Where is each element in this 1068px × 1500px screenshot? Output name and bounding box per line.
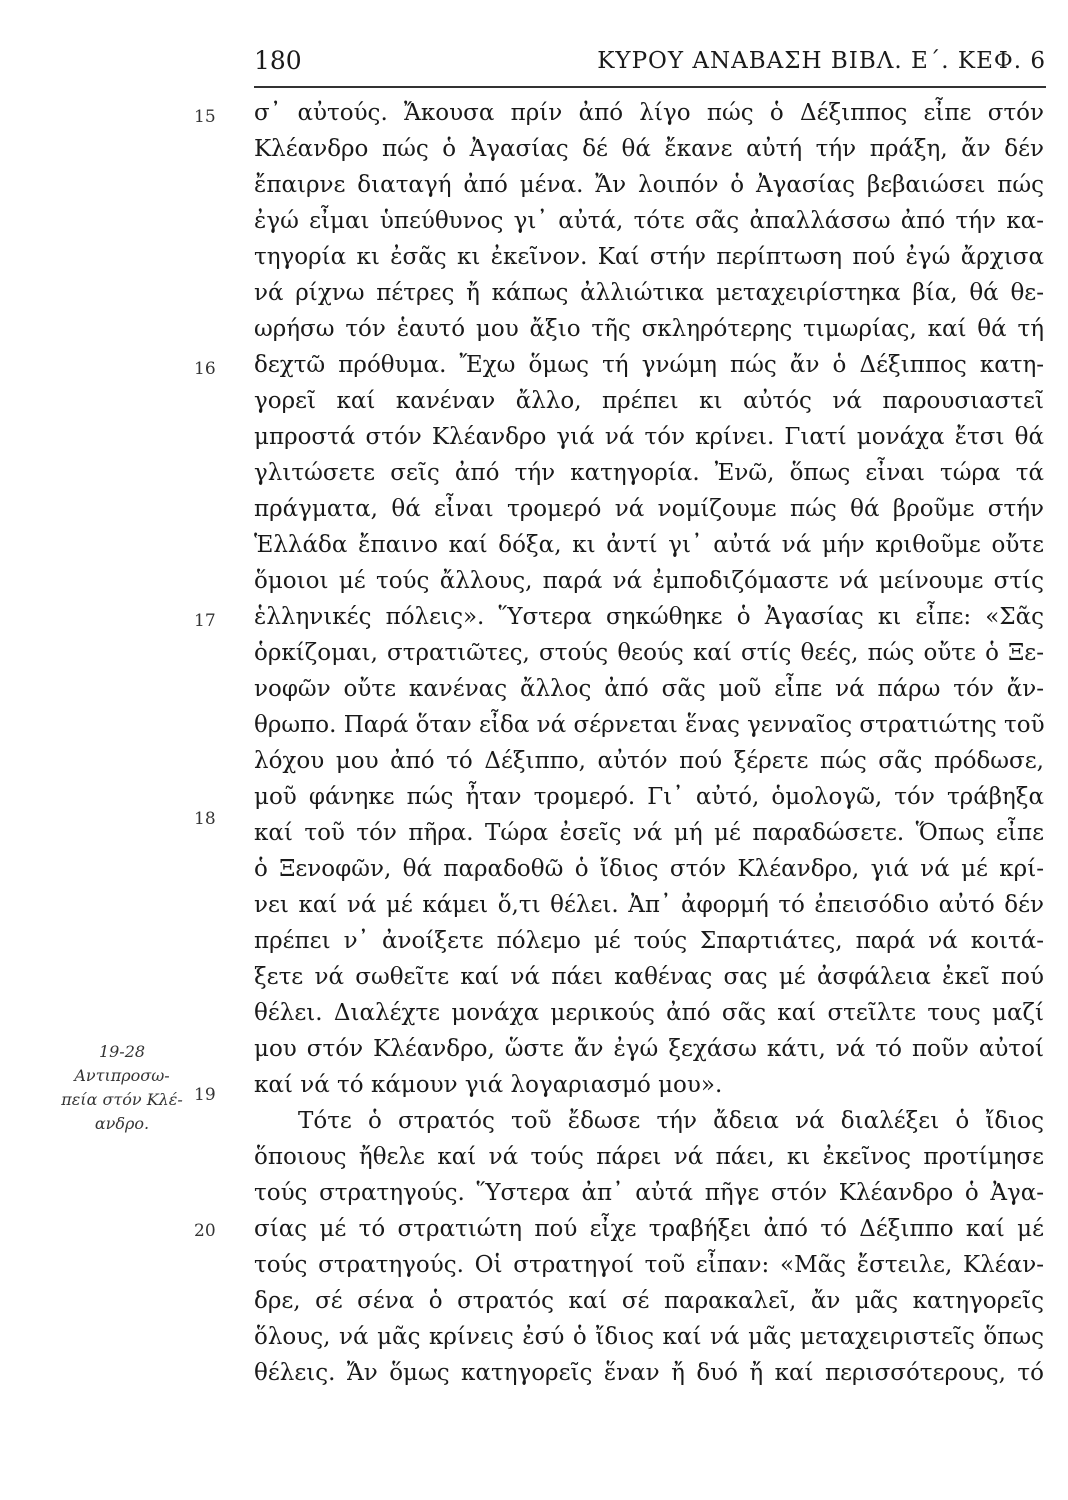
text-line: Ἑλλάδα ἔπαινο καί δόξα, κι ἀντί γι᾿ αὐτά νά μήν κριθοῦμε οὔτε xyxy=(254,532,1044,558)
header-rule xyxy=(254,86,1046,88)
text-line: ἔπαιρνε διαταγή ἀπό μένα. Ἄν λοιπόν ὁ Ἀγασίας βεβαιώσει πώς xyxy=(254,172,1044,198)
text-line: ἐγώ εἶμαι ὑπεύθυνος γι᾿ αὐτά, τότε σᾶς ἀπαλλάσσω ἀπό τήν κα- xyxy=(254,208,1044,234)
page-number: 180 xyxy=(254,46,302,75)
text-line: μου στόν Κλέανδρο, ὥστε ἄν ἐγώ ξεχάσω κάτι, νά τό ποῦν αὐτοί xyxy=(254,1036,1044,1062)
page-header xyxy=(254,46,1046,80)
text-line: τούς στρατηγούς. Οἱ στρατηγοί τοῦ εἶπαν: «Μᾶς ἔστειλε, Κλέαν- xyxy=(254,1252,1044,1278)
margin-note-line: Αντιπροσω- xyxy=(74,1066,170,1085)
text-line: μπροστά στόν Κλέανδρο γιά νά τόν κρίνει. Γιατί μονάχα ἔτσι θά xyxy=(254,424,1044,450)
text-line: πράγματα, θά εἶναι τρομερό νά νομίζουμε πώς θά βροῦμε στήν xyxy=(254,496,1044,522)
text-line: μοῦ φάνηκε πώς ἦταν τρομερό. Γι᾿ αὐτό, ὁμολογῶ, τόν τράβηξα xyxy=(254,784,1044,810)
text-line: δεχτῶ πρόθυμα. Ἔχω ὅμως τή γνώμη πώς ἄν ὁ Δέξιππος κατη- xyxy=(254,352,1044,378)
text-line: ὅποιους ἤθελε καί νά τούς πάρει νά πάει, κι ἐκεῖνος προτίμησε xyxy=(254,1144,1044,1170)
section-number: 17 xyxy=(194,611,216,631)
text-line: δρε, σέ σένα ὁ στρατός καί σέ παρακαλεῖ, ἄν μᾶς κατηγορεῖς xyxy=(254,1288,1044,1314)
text-line: ἑλληνικές πόλεις». Ὕστερα σηκώθηκε ὁ Ἀγασίας κι εἶπε: «Σᾶς xyxy=(254,604,1044,630)
text-line: νοφῶν οὔτε κανένας ἄλλος ἀπό σᾶς μοῦ εἶπε νά πάρω τόν ἄν- xyxy=(254,676,1044,702)
text-line: πρέπει ν᾿ ἀνοίξετε πόλεμο μέ τούς Σπαρτιάτες, παρά νά κοιτά- xyxy=(254,928,1044,954)
text-line: λόχου μου ἀπό τό Δέξιππο, αὐτόν πού ξέρετε πώς σᾶς πρόδωσε, xyxy=(254,748,1044,774)
text-line: ὅμοιοι μέ τούς ἄλλους, παρά νά ἐμποδιζόμαστε νά μείνουμε στίς xyxy=(254,568,1044,594)
text-line: καί νά τό κάμουν γιά λογαριασμό μου». xyxy=(254,1072,723,1098)
margin-note-line: πεία στόν Κλέ- xyxy=(61,1090,183,1109)
section-number: 16 xyxy=(194,359,216,379)
text-line: νά ρίχνω πέτρες ἤ κάπως ἀλλιώτικα μεταχειρίστηκα βία, θά θε- xyxy=(254,280,1044,306)
text-line: Κλέανδρο πώς ὁ Ἀγασίας δέ θά ἔκανε αὐτή τήν πράξη, ἄν δέν xyxy=(254,136,1044,162)
text-line: ὁ Ξενοφῶν, θά παραδοθῶ ὁ ἴδιος στόν Κλέανδρο, γιά νά μέ κρί- xyxy=(254,856,1044,882)
margin-note xyxy=(56,1040,188,1136)
section-number: 15 xyxy=(194,107,216,127)
text-line: νει καί νά μέ κάμει ὅ,τι θέλει. Ἀπ᾿ ἀφορμή τό ἐπεισόδιο αὐτό δέν xyxy=(254,892,1044,918)
margin-note-line: 19-28 xyxy=(98,1042,146,1061)
text-line: τούς στρατηγούς. Ὕστερα ἀπ᾿ αὐτά πῆγε στόν Κλέανδρο ὁ Ἀγα- xyxy=(254,1180,1044,1206)
text-line: τηγορία κι ἐσᾶς κι ἐκεῖνον. Καί στήν περίπτωση πού ἐγώ ἄρχισα xyxy=(254,244,1044,270)
text-line: σ᾿ αὐτούς. Ἄκουσα πρίν ἀπό λίγο πώς ὁ Δέξιππος εἶπε στόν xyxy=(254,100,1044,126)
text-line: ὅλους, νά μᾶς κρίνεις ἐσύ ὁ ἴδιος καί νά μᾶς μεταχειριστεῖς ὅπως xyxy=(254,1324,1044,1350)
text-line: ὁρκίζομαι, στρατιῶτες, στούς θεούς καί στίς θεές, πώς οὔτε ὁ Ξε- xyxy=(254,640,1044,666)
section-number: 19 xyxy=(194,1085,216,1105)
text-line: θρωπο. Παρά ὅταν εἶδα νά σέρνεται ἕνας γενναῖος στρατιώτης τοῦ xyxy=(254,712,1045,738)
text-line: γλιτώσετε σεῖς ἀπό τήν κατηγορία. Ἐνῶ, ὅπως εἶναι τώρα τά xyxy=(254,460,1044,486)
running-head: ΚΥΡΟΥ ΑΝΑΒΑΣΗ ΒΙΒΛ. Ε΄. ΚΕΦ. 6 xyxy=(597,48,1046,74)
text-line: ωρήσω τόν ἑαυτό μου ἄξιο τῆς σκληρότερης τιμωρίας, καί θά τή xyxy=(254,316,1044,342)
text-line: θέλει. Διαλέχτε μονάχα μερικούς ἀπό σᾶς καί στεῖλτε τους μαζί xyxy=(254,1000,1044,1026)
text-line: Τότε ὁ στρατός τοῦ ἔδωσε τήν ἄδεια νά διαλέξει ὁ ἴδιος xyxy=(298,1108,1044,1134)
text-line: ξετε νά σωθεῖτε καί νά πάει καθένας σας μέ ἀσφάλεια ἐκεῖ πού xyxy=(254,964,1044,990)
text-line: γορεῖ καί κανέναν ἄλλο, πρέπει κι αὐτός νά παρουσιαστεῖ xyxy=(254,388,1044,414)
text-line: θέλεις. Ἄν ὅμως κατηγορεῖς ἕναν ἤ δυό ἤ καί περισσότερους, τό xyxy=(254,1360,1044,1386)
text-line: σίας μέ τό στρατιώτη πού εἶχε τραβήξει ἀπό τό Δέξιππο καί μέ xyxy=(254,1216,1044,1242)
section-number: 20 xyxy=(194,1221,216,1241)
margin-note-line: ανδρο. xyxy=(94,1114,150,1133)
text-line: καί τοῦ τόν πῆρα. Τώρα ἐσεῖς νά μή μέ παραδώσετε. Ὅπως εἶπε xyxy=(254,820,1044,846)
section-number: 18 xyxy=(194,809,216,829)
